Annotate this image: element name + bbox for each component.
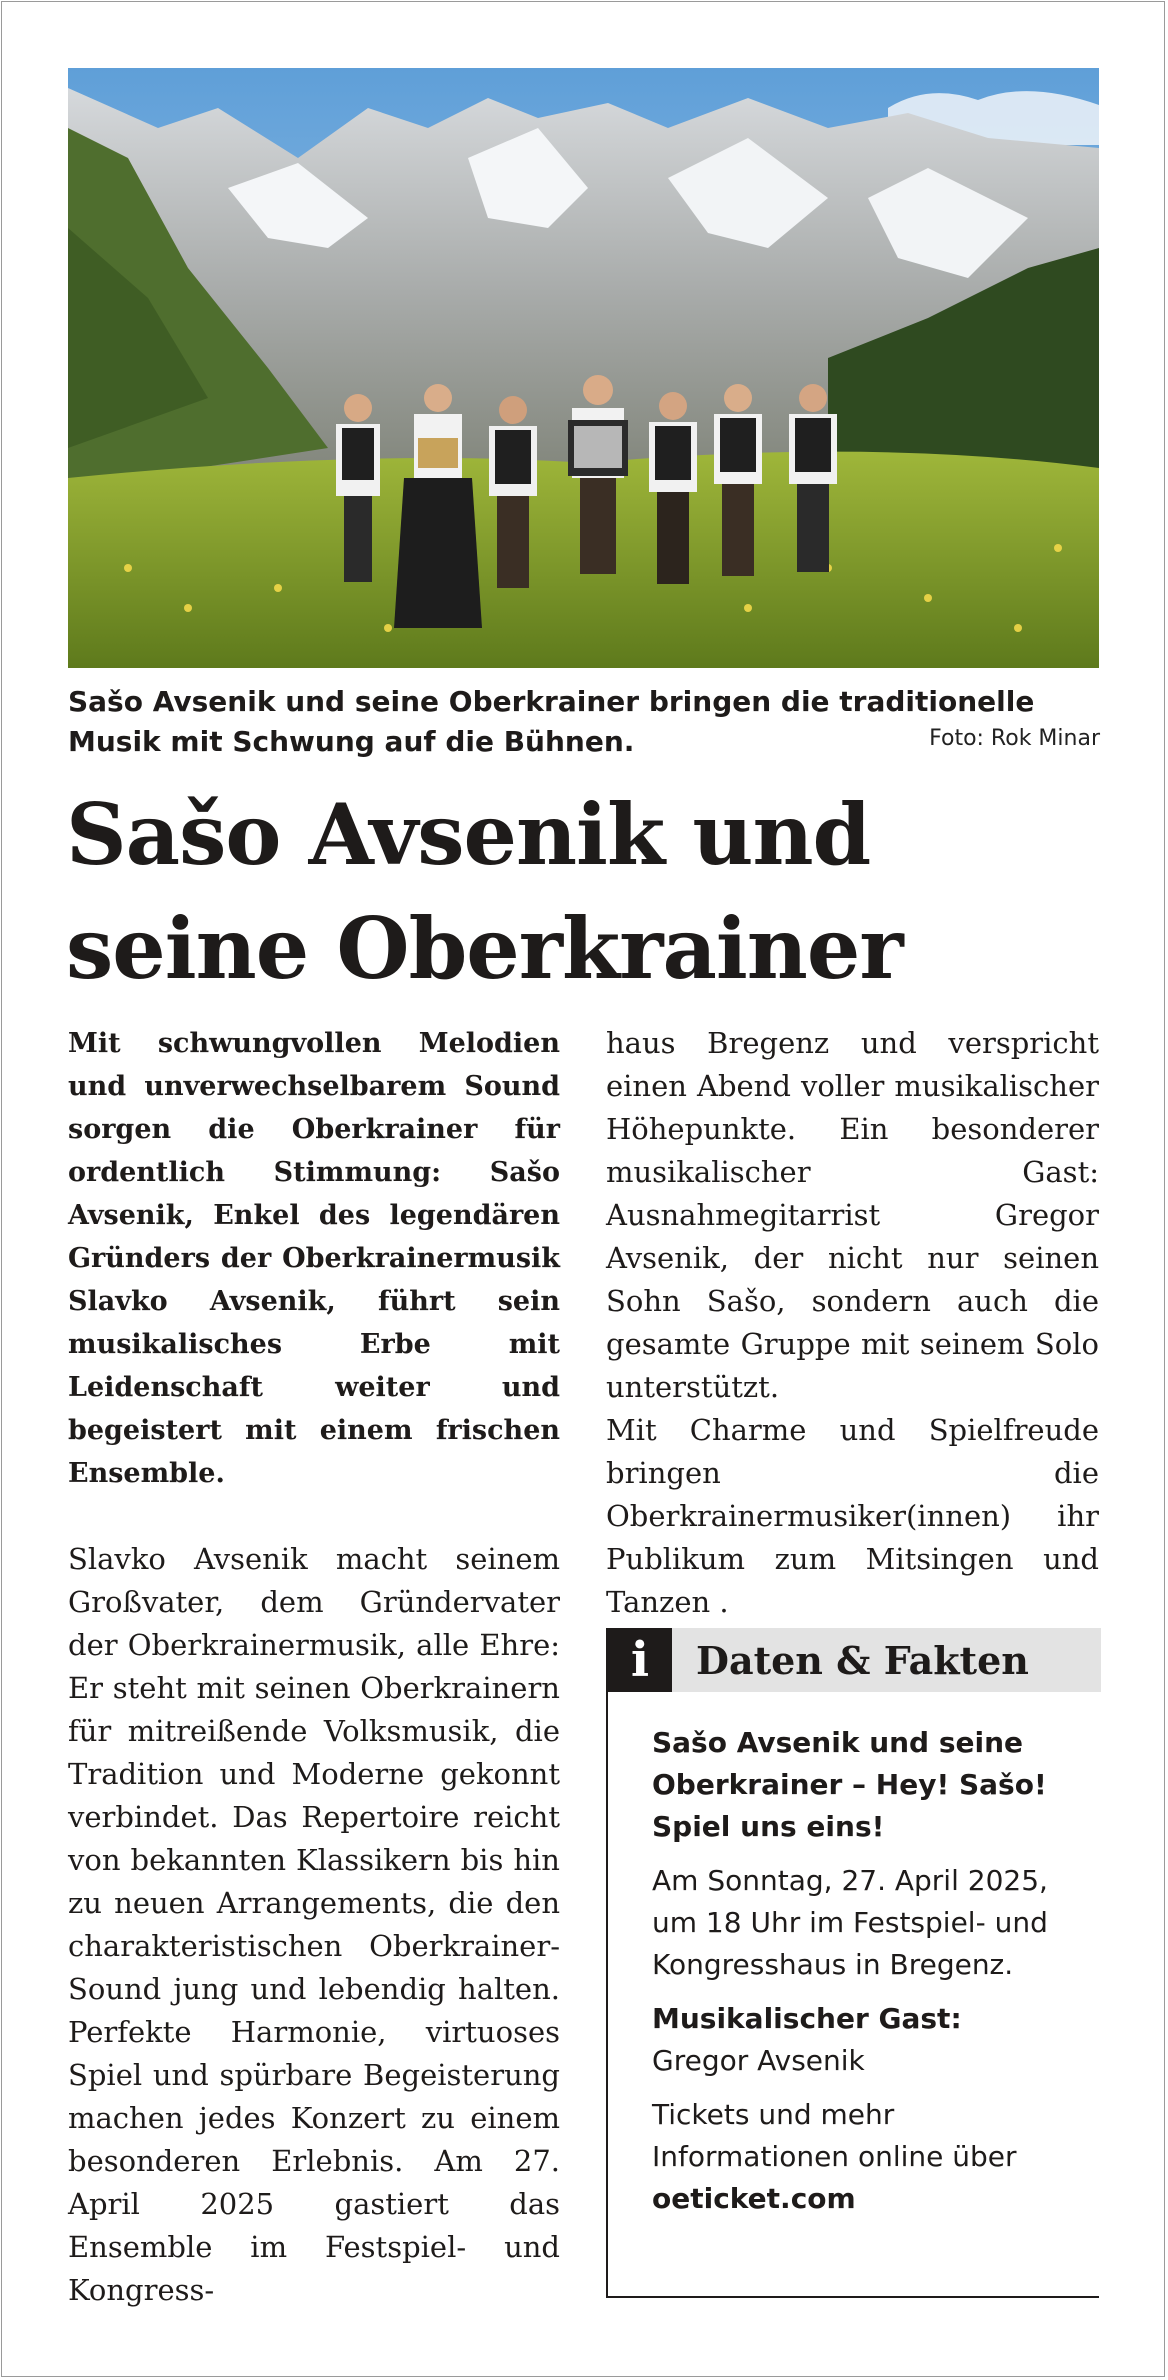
guest-name: Gregor Avsenik [652, 2044, 865, 2077]
article-column-left [68, 1022, 560, 2312]
article-column-right [606, 1022, 1099, 1624]
info-icon: i [608, 1628, 672, 1692]
info-box [606, 1628, 1099, 2298]
photo-credit: Foto: Rok Minar [929, 726, 1100, 751]
info-box-body [652, 1722, 1092, 2232]
band-photo [68, 68, 1099, 668]
tickets-text: Tickets und mehr Informationen online über [652, 2098, 1017, 2173]
info-box-title: Daten & Fakten [696, 1638, 1029, 1683]
band-photo-mountains-icon [68, 68, 1099, 668]
event-title: Sašo Avsenik und seine Oberkrainer – Hey! Sašo! Spiel uns eins! [652, 1726, 1047, 1843]
tickets-link[interactable]: oeticket.com [652, 2182, 856, 2215]
info-box-header [608, 1628, 1101, 1692]
article-body-left: Slavko Avsenik macht seinem Großvater, dem Gründervater der Oberkrainermusik, alle Ehre: Er steht mit seinen Oberkrainern für mitreißende Volksmusik, die Tradition und Moderne gekonnt verbindet. Das Repertoire reicht von bekannten Klassikern bis hin zu neuen Arrangements, die den charakteristischen Oberkrainer-Sound jung und lebendig halten. Perfekte Harmonie, virtuoses Spiel und spürbare Begeisterung machen jedes Konzert zu einem besonderen Erlebnis. Am 27. April 2025 gastiert das Ensemble im Festspiel- und Kongress- [68, 1542, 560, 2307]
guest-info [652, 1998, 1092, 2082]
tickets-info [652, 2094, 1092, 2220]
photo-caption: Sašo Avsenik und seine Oberkrainer bringen die traditionelle Musik mit Schwung auf die Bühnen. [68, 685, 1035, 758]
event-date: Am Sonntag, 27. April 2025, um 18 Uhr im Festspiel- und Kongresshaus in Bregenz. [652, 1864, 1048, 1981]
article-body-right-2: Mit Charme und Spielfreude bringen die Oberkrainermusiker(innen) ihr Publikum zum Mitsingen und Tanzen . [606, 1413, 1099, 1619]
article-body-right-1: haus Bregenz und verspricht einen Abend voller musikalischer Höhepunkte. Ein besonderer musikalischer Gast: Ausnahmegitarrist Gregor Avsenik, der nicht nur seinen Sohn Sašo, sondern auch die gesamte Gruppe mit seinem Solo unterstützt. [606, 1026, 1099, 1404]
guest-label: Musikalischer Gast: [652, 2002, 962, 2035]
article-lead: Mit schwungvollen Melodien und unverwechselbarem Sound sorgen die Oberkrainer für ordentlich Stimmung: Sašo Avsenik, Enkel des legendären Gründers der Oberkrainermusik Slavko Avsenik, führt sein musikalisches Erbe mit Leidenschaft weiter und begeistert mit einem frischen Ensemble. [68, 1028, 560, 1489]
article-headline: Sašo Avsenik und seine Oberkrainer [66, 785, 903, 998]
